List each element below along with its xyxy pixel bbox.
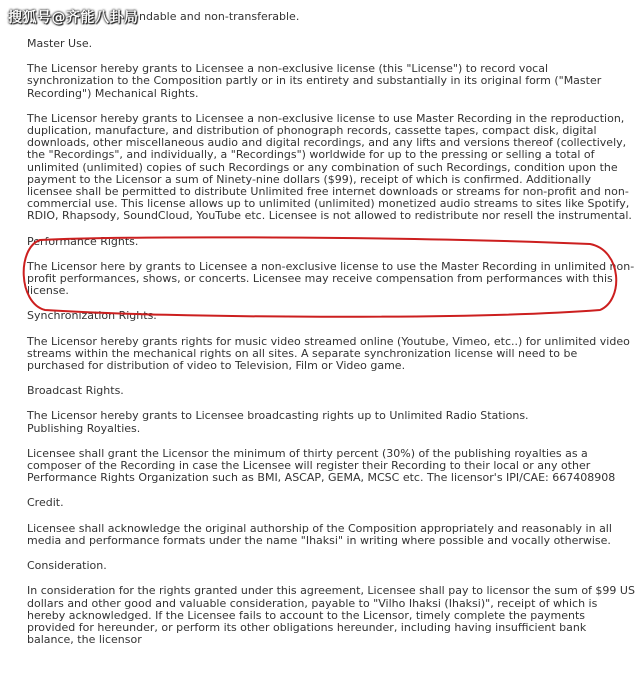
section-paragraph: Licensee shall grant the Licensor the minimum of thirty percent (30%) of the publishing royalties as a composer of the Recording in case the Licensee will register their Recording to their local or any other Performance Rights Organization such as BMI, ASCAP, GEMA, MCSC etc. The licensor's IPI/CAE: 667408908	[27, 446, 616, 485]
section-performance-rights	[27, 236, 635, 298]
section-heading: Credit.	[27, 496, 64, 510]
section-paragraph: The Licensor hereby grants to Licensee broadcasting rights up to Unlimited Radio Stations.	[27, 409, 529, 423]
top-fragment-text: ndable and non-transferable.	[139, 10, 300, 23]
license-document	[27, 38, 635, 659]
section-heading: Performance Rights.	[27, 234, 139, 248]
section-paragraph: The Licensor hereby grants to Licensee a non-exclusive license to use Master Recording in the reproduction, duplication, manufacture, and distribution of phonograph records, cassette tapes, compact disk, digital downloads, other miscellaneous audio and digital recordings, and any lifts and versions thereof (collectively, the "Recordings", and individually, a "Recordings") worldwide for up to the pressing or selling a total of unlimited (unlimited) copies of such Recordings or any combination of such Recordings, condition upon the payment to the Licensor a sum of Ninety-nine dollars ($99), receipt of which is confirmed. Additionally licensee shall be permitted to distribute Unlimited free internet downloads or streams for non-profit and non-commercial use. This license allows up to unlimited (unlimited) monetized audio streams to sites like Spotify, RDIO, Rhapsody, SoundCloud, YouTube etc. Licensee is not allowed to redistribute nor resell the instrumental.	[27, 111, 632, 223]
section-broadcast-rights	[27, 385, 635, 484]
section-synchronization-rights	[27, 310, 635, 372]
section-heading: Broadcast Rights.	[27, 384, 124, 398]
section-subheading: Publishing Royalties.	[27, 421, 141, 435]
section-consideration	[27, 560, 635, 646]
section-master-use	[27, 38, 635, 223]
section-heading: Consideration.	[27, 559, 107, 573]
section-paragraph: In consideration for the rights granted under this agreement, Licensee shall pay to licensor the sum of $99 US dollars and other good and valuable consideration, payable to "Vilho Ihaksi (Ihaksi)", receipt of which is hereby acknowledged. If the Licensee fails to account to the Licensor, timely complete the payments provided for hereunder, or perform its other obligations hereunder, including having insufficient bank balance, the licensor	[27, 584, 635, 647]
section-paragraph: Licensee shall acknowledge the original authorship of the Composition appropriately and reasonably in all media and performance formats under the name "Ihaksi" in writing where possible and vocally otherwise.	[27, 521, 612, 547]
section-heading: Synchronization Rights.	[27, 309, 157, 323]
section-paragraph: The Licensor hereby grants to Licensee a non-exclusive license (this "License") to record vocal synchronization to the Composition partly or in its entirety and substantially in its original form ("Master Recording") Mechanical Rights.	[27, 62, 602, 100]
watermark-text: 搜狐号@齐能八卦局	[8, 10, 139, 26]
section-paragraph: The Licensor hereby grants rights for music video streamed online (Youtube, Vimeo, etc..) for unlimited video streams within the mechanical rights on all sites. A separate synchronization license will need to be purchased for distribution of video to Television, Film or Video game.	[27, 334, 630, 373]
section-paragraph: The Licensor here by grants to Licensee a non-exclusive license to use the Master Recording in unlimited non-profit performances, shows, or concerts. Licensee may receive compensation from performances with this license.	[27, 259, 635, 298]
section-heading: Master Use.	[27, 37, 93, 50]
section-credit	[27, 497, 635, 547]
